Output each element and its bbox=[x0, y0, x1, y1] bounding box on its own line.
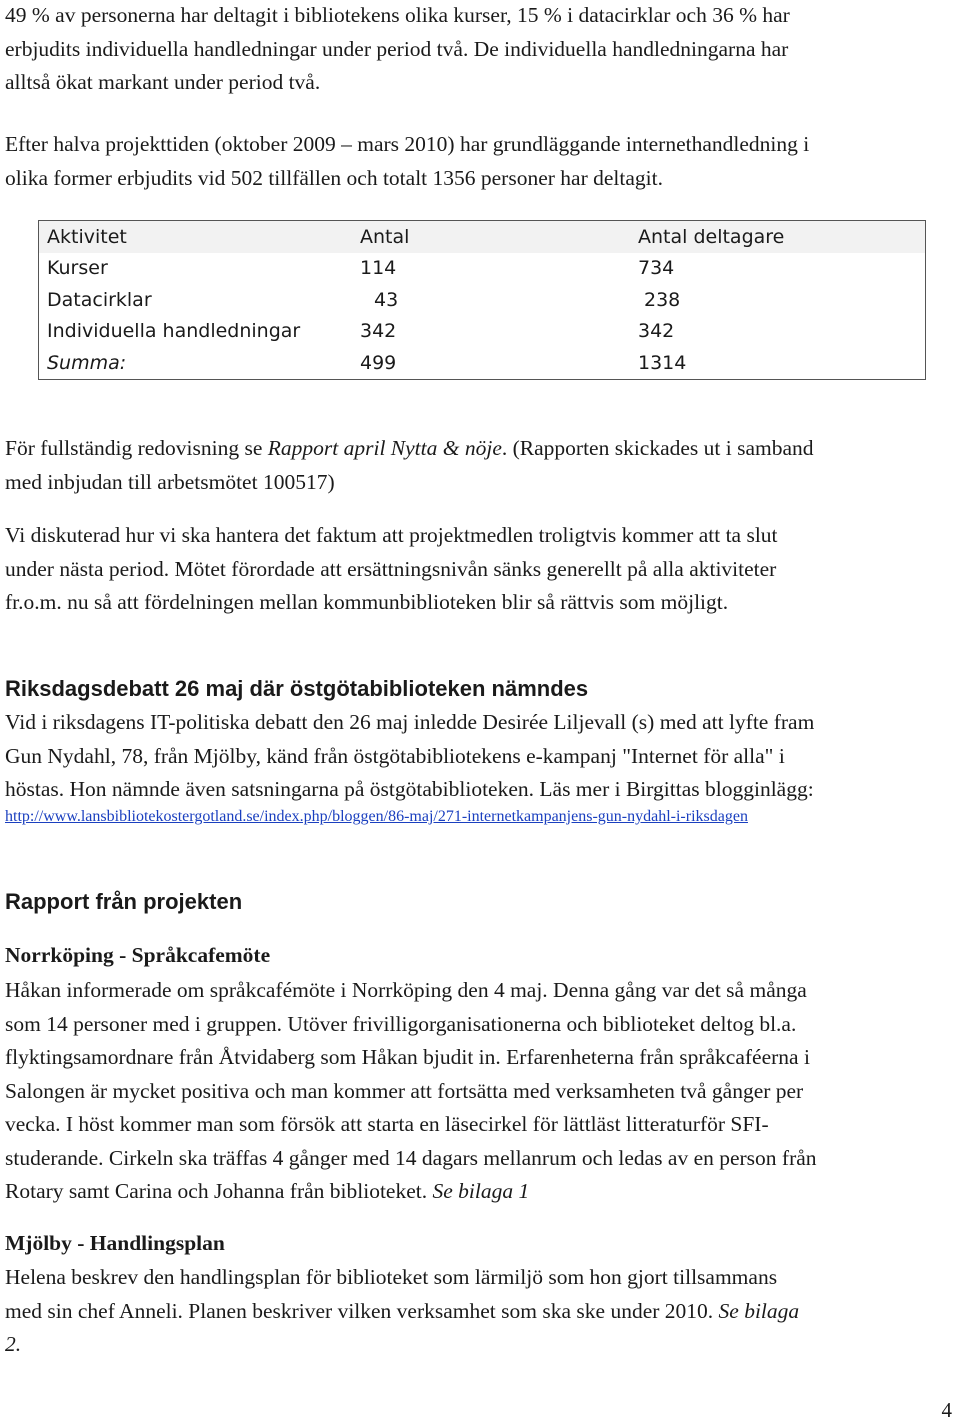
subheading-norrkoping: Norrköping - Språkcafemöte bbox=[5, 943, 271, 967]
table-row bbox=[39, 284, 926, 316]
table-cell: Datacirklar bbox=[47, 288, 152, 311]
table-cell: 114 bbox=[360, 257, 397, 280]
table-sum-row bbox=[39, 347, 926, 379]
section-heading-rapport: Rapport från projekten bbox=[5, 889, 243, 914]
intro-paragraph: 49 % av personerna har deltagit i bibliotekens olika kurser, 15 % i datacirklar och 36 % har erbjudits individuella handledningar under period två. De individuella handledningarna har alltså ökat markant under period två. bbox=[5, 3, 790, 94]
table-cell: 342 bbox=[360, 320, 397, 343]
funding-paragraph: Vi diskuterad hur vi ska hantera det faktum att projektmedlen troligtvis kommer att ta slut under nästa period. Mötet förordade att ersättningsnivån sänks generellt på alla aktiviteter fr.o.m. nu så att fördelningen mellan kommunbiblioteken blir så rättvis som möjligt. bbox=[5, 523, 778, 614]
table-row bbox=[39, 253, 926, 285]
table-cell: 238 bbox=[644, 288, 681, 311]
report-reference-paragraph: För fullständig redovisning se Rapport april Nytta & nöje. (Rapporten skickades ut i samband med inbjudan till arbetsmötet 100517) bbox=[5, 436, 814, 494]
table-cell: 342 bbox=[638, 320, 675, 343]
table-cell: 734 bbox=[638, 257, 675, 280]
table-cell: 499 bbox=[360, 351, 397, 374]
riksdagsdebatt-paragraph: Vid i riksdagens IT-politiska debatt den 26 maj inledde Desirée Liljevall (s) med att lyfte fram Gun Nydahl, 78, från Mjölby, känd från östgötabibliotekens e-kampanj "Internet för alla" i höstas. Hon nämnde även satsningarna på östgötabiblioteken. Läs mer i Birgittas blogginlägg: bbox=[5, 710, 815, 801]
page-number: 4 bbox=[941, 1398, 952, 1422]
blog-link[interactable]: http://www.lansbibliotekostergotland.se/index.php/bloggen/86-maj/271-internetkampanjens-gun-nydahl-i-riksdagen bbox=[5, 808, 748, 825]
subheading-mjolby: Mjölby - Handlingsplan bbox=[5, 1231, 225, 1255]
table-header-cell: Aktivitet bbox=[39, 221, 353, 253]
table-cell: 1314 bbox=[638, 351, 687, 374]
table-header-row bbox=[39, 221, 926, 253]
norrkoping-paragraph: Håkan informerade om språkcafémöte i Norrköping den 4 maj. Denna gång var det så många som 14 personer med i gruppen. Utöver frivilligorganisationerna och biblioteket deltog bl.a. flyktingsamordnare från Åtvidaberg som Håkan bjudit in. Erfarenheterna från språkcaféerna i Salongen är mycket positiva och man kommer att fortsätta med verksamheten två gånger per vecka. I höst kommer man som försök att starta en läsecirkel för lättläst litteraturför SFI- studerande. Cirkeln ska träffas 4 gånger med 14 dagars mellanrum och ledas av en person från Rotary samt Carina och Johanna från biblioteket. Se bilaga 1 bbox=[5, 978, 817, 1203]
table-row bbox=[39, 316, 926, 348]
activity-table bbox=[38, 220, 926, 380]
table-header-cell: Antal deltagare bbox=[630, 221, 926, 253]
section-heading-riksdagsdebatt: Riksdagsdebatt 26 maj där östgötabiblioteken nämndes bbox=[5, 676, 589, 701]
table-header-cell: Antal bbox=[352, 221, 630, 253]
table-cell: 43 bbox=[374, 288, 399, 311]
summary-paragraph: Efter halva projekttiden (oktober 2009 – mars 2010) har grundläggande internethandledning i olika former erbjudits vid 502 tillfällen och totalt 1356 personer har deltagit. bbox=[5, 132, 810, 190]
mjolby-paragraph: Helena beskrev den handlingsplan för biblioteket som lärmiljö som hon gjort tillsammans med sin chef Anneli. Planen beskriver vilken verksamhet som ska ske under 2010. Se bilaga 2. bbox=[5, 1265, 800, 1356]
table-cell: Summa: bbox=[47, 351, 127, 374]
table-cell: Kurser bbox=[47, 257, 108, 280]
table-cell: Individuella handledningar bbox=[47, 320, 301, 343]
